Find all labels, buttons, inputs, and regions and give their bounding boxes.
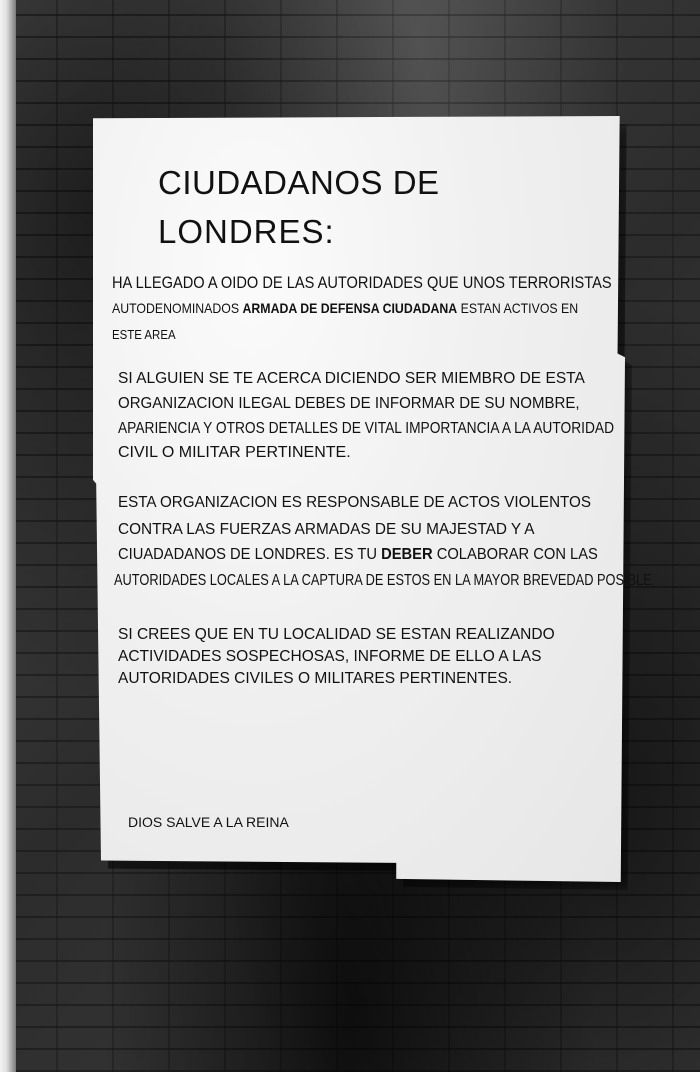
paragraph-3-line-3-start: CIUADADANOS DE LONDRES. ES TU bbox=[118, 546, 382, 563]
paragraph-1-line-1: HA LLEGADO A OIDO DE LAS AUTORIDADES QUE UNOS TERRORISTAS bbox=[112, 273, 612, 292]
paragraph-2-line-3: APARIENCIA Y OTROS DETALLES DE VITAL IMPORTANCIA A LA AUTORIDAD bbox=[118, 420, 615, 437]
paragraph-3-line-3 bbox=[118, 546, 598, 564]
poster-title-line-1: CIUDADANOS DE bbox=[158, 164, 440, 201]
paragraph-1-line-2-start: AUTODENOMINADOS bbox=[112, 300, 243, 316]
paragraph-4-line-3: AUTORIDADES CIVILES O MILITARES PERTINENTES. bbox=[118, 670, 513, 687]
paragraph-1-line-2 bbox=[112, 300, 578, 316]
paragraph-2-line-1: SI ALGUIEN SE TE ACERCA DICIENDO SER MIEMBRO DE ESTA bbox=[118, 370, 585, 387]
paragraph-3-line-3-end: COLABORAR CON LAS bbox=[432, 546, 598, 563]
page-gutter bbox=[0, 0, 16, 1072]
paragraph-3-line-4: AUTORIDADES LOCALES A LA CAPTURA DE ESTOS EN LA MAYOR BREVEDAD POSIBLE. bbox=[114, 572, 656, 589]
paragraph-1-line-2-end: ESTAN ACTIVOS EN bbox=[457, 300, 579, 316]
paragraph-3-line-1: ESTA ORGANIZACION ES RESPONSABLE DE ACTOS VIOLENTOS bbox=[118, 494, 592, 511]
paragraph-1-line-3: ESTE AREA bbox=[112, 327, 176, 342]
poster-signoff: DIOS SALVE A LA REINA bbox=[128, 814, 289, 830]
paragraph-4-line-1: SI CREES QUE EN TU LOCALIDAD SE ESTAN REALIZANDO bbox=[118, 626, 555, 643]
organization-name: ARMADA DE DEFENSA CIUDADANA bbox=[242, 300, 458, 316]
paragraph-3-line-2: CONTRA LAS FUERZAS ARMADAS DE SU MAJESTAD Y A bbox=[118, 521, 535, 538]
duty-emphasis: DEBER bbox=[381, 546, 433, 563]
paragraph-2-line-4: CIVIL O MILITAR PERTINENTE. bbox=[118, 444, 351, 461]
poster-title-line-2: LONDRES: bbox=[158, 213, 335, 250]
paragraph-2-line-2: ORGANIZACION ILEGAL DEBES DE INFORMAR DE SU NOMBRE, bbox=[118, 395, 580, 412]
paragraph-4-line-2: ACTIVIDADES SOSPECHOSAS, INFORME DE ELLO A LAS bbox=[118, 648, 542, 665]
